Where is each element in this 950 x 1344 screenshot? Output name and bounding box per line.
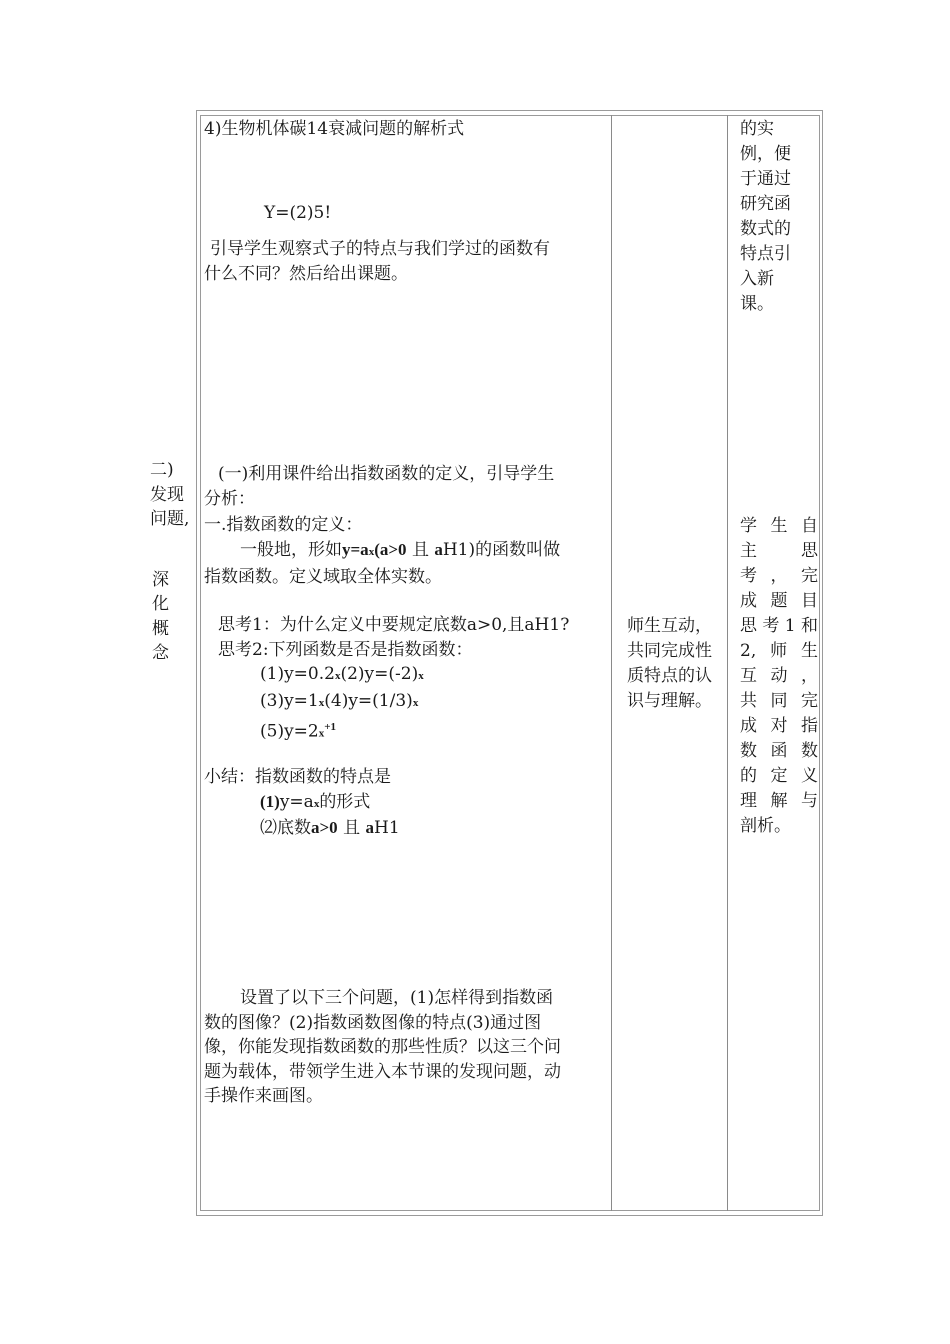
stage-label-char: 概 [152, 618, 169, 639]
example-item: (3)y=1x(4)y=(1/3)x [260, 690, 419, 711]
summary-block: 小结：指数函数的特点是 (1)y=ax的形式 ⑵底数a>0 且 aH1 [204, 767, 400, 838]
guide-paragraph: 引导学生观察式子的特点与我们学过的函数有 什么不同？然后给出课题。 [204, 239, 550, 284]
column-divider-2 [727, 115, 728, 1211]
definition-section-title: 一.指数函数的定义： [204, 515, 363, 535]
teacher-activity-note: 师生互动， 共同完成性 质特点的认 识与理解。 [627, 616, 712, 711]
stage-label-line: 问题, [150, 509, 190, 529]
example-item: (1)y=0.2x(2)y=(-2)x [260, 664, 424, 684]
questions-paragraph: 设置了以下三个问题，(1)怎样得到指数函 数的图像？(2)指数函数图像的特点(3)通过图 像，你能发现指数函数的那些性质？以这三个问 题为载体，带领学生进入本节课的发现问题，动 手操作来画图。 [204, 988, 561, 1106]
think-questions: 思考1：为什么定义中要规定底数a>0,且aH1? 思考2:下列函数是否是指数函数： [218, 615, 570, 660]
decay-formula: Y=(2)5! [264, 203, 332, 223]
carbon-decay-heading: 4)生物机体碳14衰减问题的解析式 [204, 119, 465, 139]
column-divider-1 [611, 115, 612, 1211]
stage-label-char: 念 [152, 643, 169, 663]
stage-label [150, 458, 196, 666]
example-list [204, 662, 606, 746]
stage-label-line: 二) [150, 460, 174, 480]
student-activity-note: 学生自 主 思 考，完 成题目 思考1和 2,师生 互动， 共同完 成对指 数函数 的定义 理解与 剖析。 [740, 516, 818, 836]
stage-label-char: 深 [152, 569, 169, 590]
definition-intro: (一)利用课件给出指数函数的定义，引导学生 分析： [204, 464, 555, 509]
purpose-note: 的实 例，便 于通过 研究函 数式的 特点引 入新 课。 [740, 119, 791, 314]
example-item: $(5)y=2x^{+1}$ [260, 721, 337, 742]
stage-label-char: 化 [152, 594, 169, 614]
definition-text: 一般地，形如y=ax(a>0 且 aH1)的函数叫做 指数函数。定义域取全体实数。 [204, 540, 561, 587]
stage-label-line: 发现 [150, 484, 184, 505]
